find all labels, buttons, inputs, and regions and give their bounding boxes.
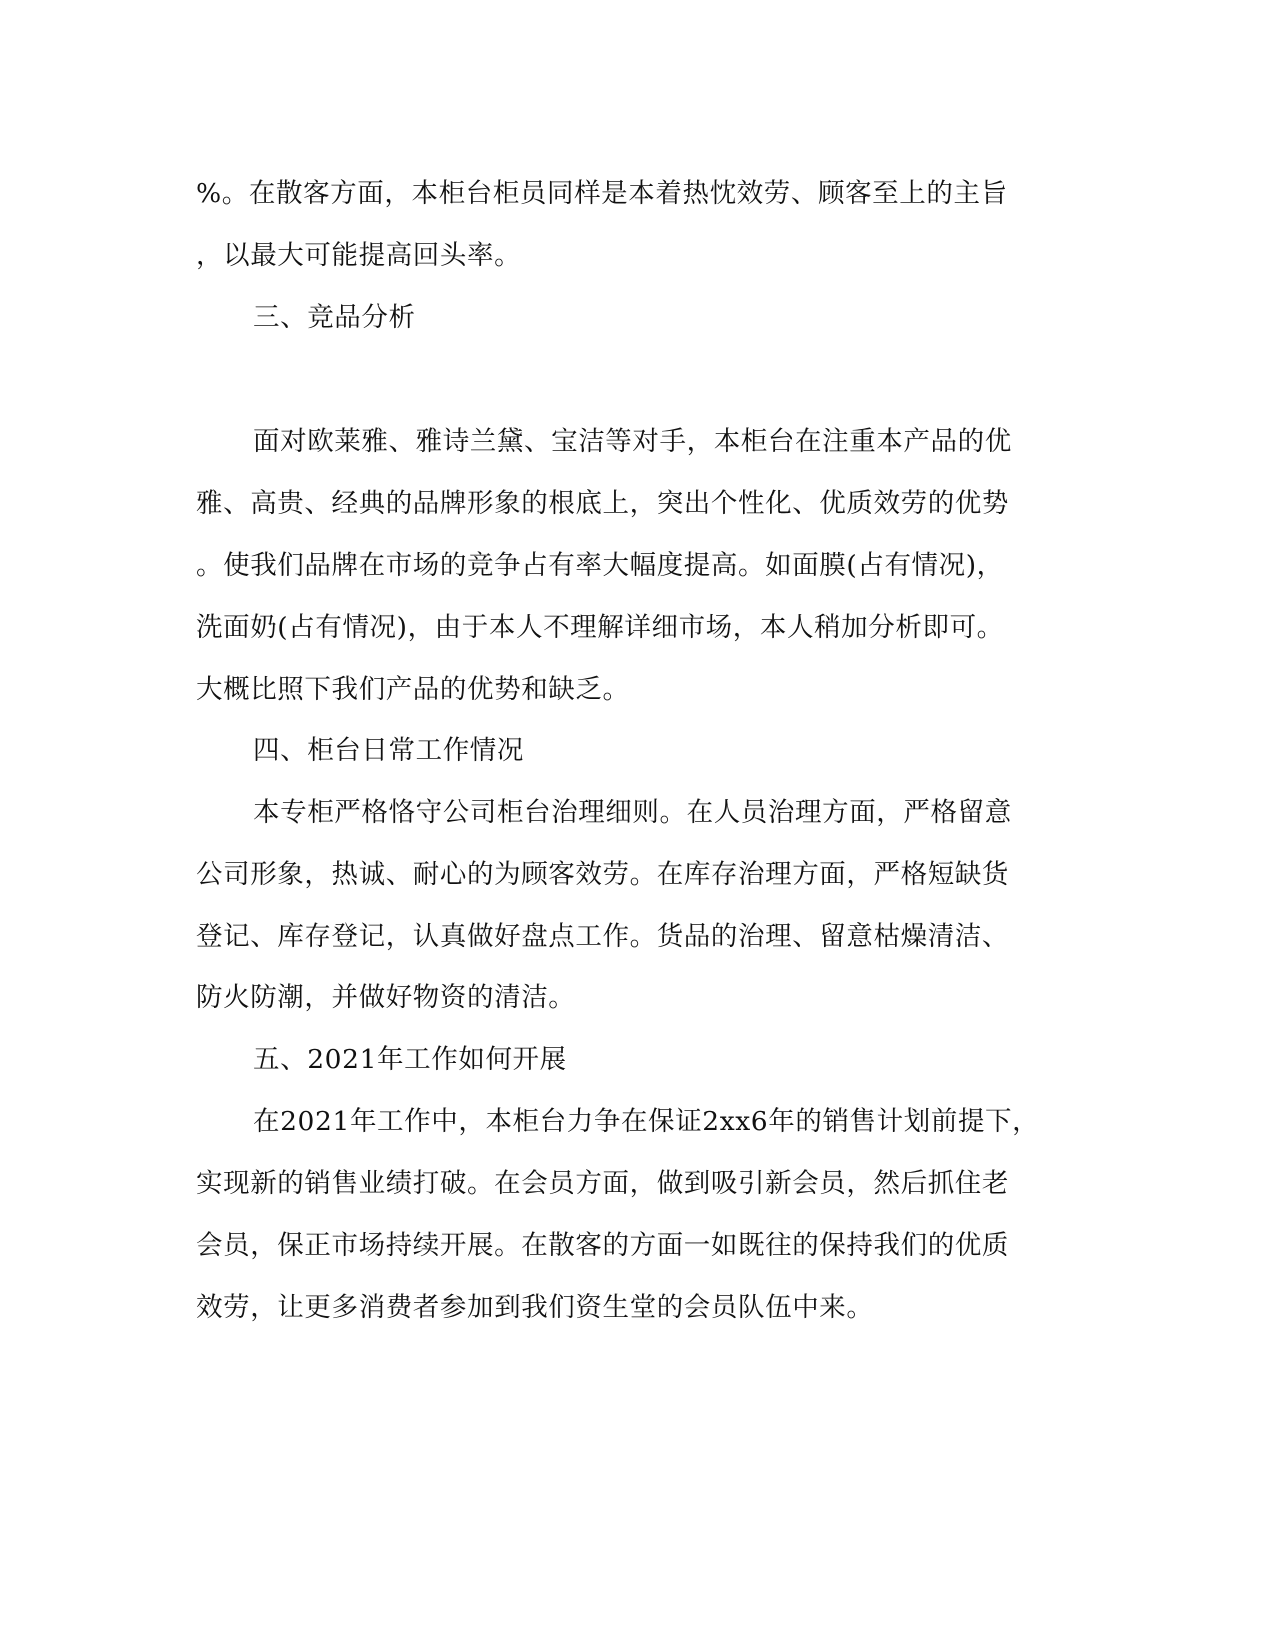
paragraph-line: 实现新的销售业绩打破。在会员方面，做到吸引新会员，然后抓住老: [196, 1168, 1009, 1199]
paragraph-line: 登记、库存登记，认真做好盘点工作。货品的治理、留意枯燥清洁、: [196, 921, 1009, 952]
paragraph-line: 大概比照下我们产品的优势和缺乏。: [196, 674, 630, 705]
paragraph-line: 面对欧莱雅、雅诗兰黛、宝洁等对手，本柜台在注重本产品的优: [253, 426, 1012, 457]
paragraph-line: 洗面奶(占有情况)，由于本人不理解详细市场，本人稍加分析即可。: [196, 612, 1004, 643]
section-heading: 三、竞品分析: [253, 302, 416, 333]
paragraph-line: 效劳，让更多消费者参加到我们资生堂的会员队伍中来。: [196, 1292, 874, 1323]
section-heading: 五、2021年工作如何开展: [253, 1044, 567, 1075]
paragraph-line: 雅、高贵、经典的品牌形象的根底上，突出个性化、优质效劳的优势: [196, 488, 1009, 519]
section-heading: 四、柜台日常工作情况: [253, 735, 524, 766]
paragraph-line: 本专柜严格恪守公司柜台治理细则。在人员治理方面，严格留意: [253, 797, 1012, 828]
paragraph-line: 防火防潮，并做好物资的清洁。: [196, 982, 576, 1013]
paragraph-line: 在2021年工作中，本柜台力争在保证2xx6年的销售计划前提下，: [253, 1106, 1040, 1137]
paragraph-line: 公司形象，热诚、耐心的为顾客效劳。在库存治理方面，严格短缺货: [196, 859, 1009, 890]
paragraph-line: %。在散客方面，本柜台柜员同样是本着热忱效劳、顾客至上的主旨: [196, 178, 1008, 209]
paragraph-line: 会员，保正市场持续开展。在散客的方面一如既往的保持我们的优质: [196, 1230, 1009, 1261]
paragraph-line: 。使我们品牌在市场的竞争占有率大幅度提高。如面膜(占有情况)，: [196, 550, 1004, 581]
paragraph-line: ，以最大可能提高回头率。: [196, 240, 522, 271]
